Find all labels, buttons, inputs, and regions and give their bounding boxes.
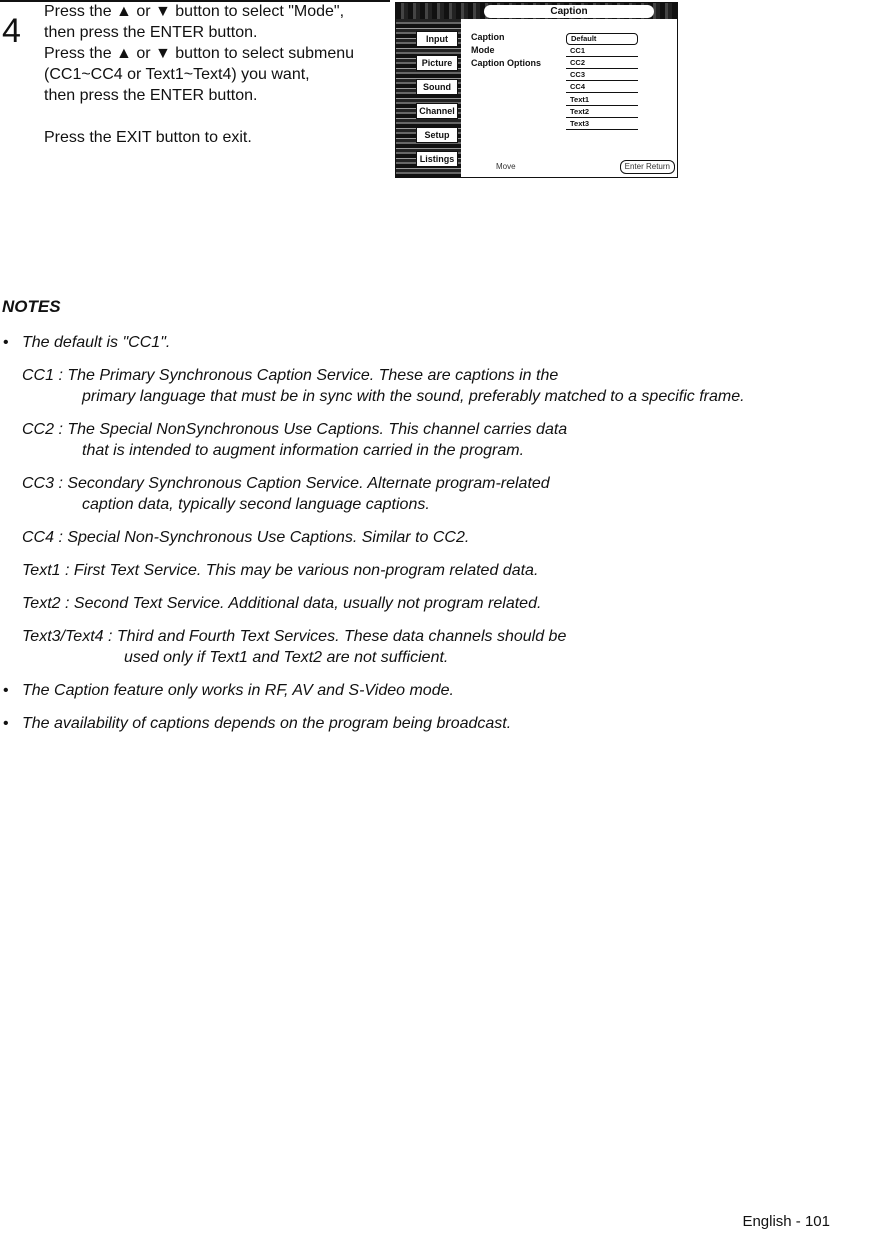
- osd-footer-move: Move: [496, 162, 516, 171]
- definition-term: Text2 :: [22, 595, 70, 612]
- definition-cc2: [22, 419, 860, 461]
- definition-text: Third and Fourth Text Services. These data channels should be: [116, 628, 567, 645]
- osd-option-cc2: CC2: [566, 58, 638, 69]
- page-number: English - 101: [742, 1213, 830, 1230]
- osd-option-cc4: CC4: [566, 82, 638, 93]
- osd-tab-picture: Picture: [416, 55, 458, 71]
- osd-tab-listings: Listings: [416, 151, 458, 167]
- definition-text-cont: that is intended to augment information carried in the program.: [82, 442, 525, 459]
- note-availability: • The availability of captions depends on the program being broadcast.: [0, 713, 860, 734]
- osd-option-text1: Text1: [566, 95, 638, 106]
- definition-cc1: [22, 365, 860, 407]
- definition-text: Secondary Synchronous Caption Service. Alternate program-related: [67, 475, 550, 492]
- osd-footer-enter-return: Enter Return: [620, 160, 675, 174]
- step-instructions: [44, 1, 389, 148]
- definition-term: Text3/Text4 :: [22, 628, 113, 645]
- step-line: then press the ENTER button.: [44, 87, 258, 104]
- definition-cc3: [22, 473, 860, 515]
- definition-text: First Text Service. This may be various non-program related data.: [73, 562, 539, 579]
- definition-term: Text1 :: [22, 562, 70, 579]
- notes-heading: NOTES: [2, 297, 61, 316]
- osd-footer: [496, 159, 675, 175]
- definition-cc4: [22, 527, 860, 548]
- step-line: then press the ENTER button.: [44, 24, 258, 41]
- definition-term: CC1 :: [22, 367, 63, 384]
- step-line: Press the ▲ or ▼ button to select "Mode",: [44, 3, 345, 20]
- definition-text-cont: caption data, typically second language captions.: [82, 496, 430, 513]
- osd-option-default: Default: [566, 33, 638, 45]
- definition-text: Special Non-Synchronous Use Captions. Similar to CC2.: [67, 529, 470, 546]
- definition-term: CC3 :: [22, 475, 63, 492]
- tv-osd-screenshot: [395, 2, 678, 178]
- definition-text-cont: used only if Text1 and Text2 are not sufficient.: [124, 649, 449, 666]
- definition-text-cont: primary language that must be in sync with the sound, preferably matched to a specific frame.: [82, 388, 745, 405]
- note-default: • The default is "CC1".: [0, 332, 860, 353]
- definition-text: The Special NonSynchronous Use Captions. This channel carries data: [67, 421, 568, 438]
- osd-option-cc1: CC1: [566, 46, 638, 57]
- definition-term: CC2 :: [22, 421, 63, 438]
- osd-label-mode: Mode: [471, 45, 495, 55]
- definition-term: CC4 :: [22, 529, 63, 546]
- osd-option-text2: Text2: [566, 107, 638, 118]
- osd-label-caption-options: Caption Options: [471, 58, 541, 68]
- osd-title: Caption: [484, 5, 654, 18]
- osd-option-text3: Text3: [566, 119, 638, 130]
- note-caption-modes: • The Caption feature only works in RF, AV and S-Video mode.: [0, 680, 860, 701]
- step-number: 4: [2, 12, 21, 50]
- osd-tab-input: Input: [416, 31, 458, 47]
- notes-body: [0, 332, 860, 746]
- osd-option-cc3: CC3: [566, 70, 638, 81]
- osd-label-caption: Caption: [471, 32, 505, 42]
- osd-tab-channel: Channel: [416, 103, 458, 119]
- definition-text1: [22, 560, 860, 581]
- osd-tab-sound: Sound: [416, 79, 458, 95]
- definition-text: Second Text Service. Additional data, usually not program related.: [73, 595, 542, 612]
- definition-text2: [22, 593, 860, 614]
- step-line: (CC1~CC4 or Text1~Text4) you want,: [44, 66, 310, 83]
- exit-instruction: Press the EXIT button to exit.: [44, 129, 252, 146]
- definition-text3-text4: [22, 626, 860, 668]
- osd-sidebar: [396, 19, 461, 177]
- definition-text: The Primary Synchronous Caption Service. These are captions in the: [67, 367, 559, 384]
- osd-tab-setup: Setup: [416, 127, 458, 143]
- step-line: Press the ▲ or ▼ button to select submenu: [44, 45, 355, 62]
- osd-header: [396, 3, 677, 19]
